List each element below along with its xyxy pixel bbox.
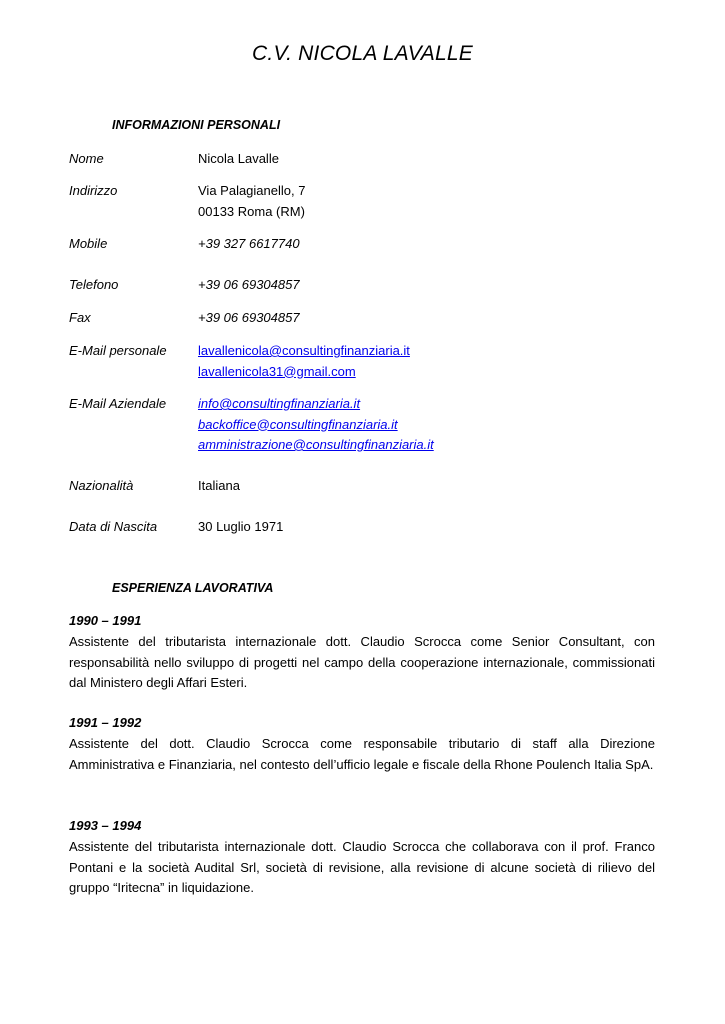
email-business-link-3[interactable]: amministrazione@consultingfinanziaria.it (198, 437, 434, 452)
fax-value: +39 06 69304857 (198, 310, 300, 325)
job-entry (69, 816, 655, 899)
fax-label: Fax (69, 310, 91, 325)
nationality-value: Italiana (198, 478, 240, 493)
email-personal-link-2[interactable]: lavallenicola31@gmail.com (198, 363, 356, 379)
email-personal-link-1[interactable]: lavallenicola@consultingfinanziaria.it (198, 343, 410, 358)
nationality-label: Nazionalità (69, 478, 134, 493)
mobile-value: +39 327 6617740 (198, 236, 300, 251)
email-personal-label: E-Mail personale (69, 343, 167, 358)
job-period: 1990 – 1991 (69, 613, 142, 628)
name-value: Nicola Lavalle (198, 151, 279, 166)
job-entry (69, 611, 655, 694)
address-line-2: 00133 Roma (RM) (198, 203, 305, 219)
email-business-label: E-Mail Aziendale (69, 396, 167, 411)
job-description: Assistente del dott. Claudio Scrocca come responsabile tributario di staff alla Direzione Amministrativa e Finanziaria, nel contesto dell’ufficio legale e fiscale della Rhone Poulench Italia SpA. (69, 735, 655, 772)
email-business-link-1[interactable]: info@consultingfinanziaria.it (198, 396, 361, 411)
phone-value: +39 06 69304857 (198, 277, 300, 292)
mobile-label: Mobile (69, 236, 108, 251)
birth-date-label: Data di Nascita (69, 519, 158, 534)
section-heading-personal-info: INFORMAZIONI PERSONALI (112, 118, 281, 132)
phone-label: Telefono (69, 277, 119, 292)
birth-date-value: 30 Luglio 1971 (198, 519, 284, 534)
job-period: 1993 – 1994 (69, 818, 142, 833)
name-label: Nome (69, 151, 104, 166)
job-period: 1991 – 1992 (69, 715, 142, 730)
page-title: C.V. NICOLA LAVALLE (252, 42, 473, 65)
section-heading-work-experience: ESPERIENZA LAVORATIVA (112, 581, 274, 595)
job-description: Assistente del tributarista internazionale dott. Claudio Scrocca che collaborava con il prof. Franco Pontani e la società Audital Srl, società di revisione, alla revisione di alcune società di rilievo del gruppo “Iritecna” in liquidazione. (69, 838, 655, 896)
email-business-link-2[interactable]: backoffice@consultingfinanziaria.it (198, 416, 398, 432)
address-line-1: Via Palagianello, 7 (198, 183, 306, 198)
job-entry (69, 713, 655, 775)
address-label: Indirizzo (69, 183, 118, 198)
job-description: Assistente del tributarista internazionale dott. Claudio Scrocca come Senior Consultant, con responsabilità nello sviluppo di progetti nel campo della cooperazione internazionale, commissionati dal Ministero degli Affari Esteri. (69, 633, 655, 691)
